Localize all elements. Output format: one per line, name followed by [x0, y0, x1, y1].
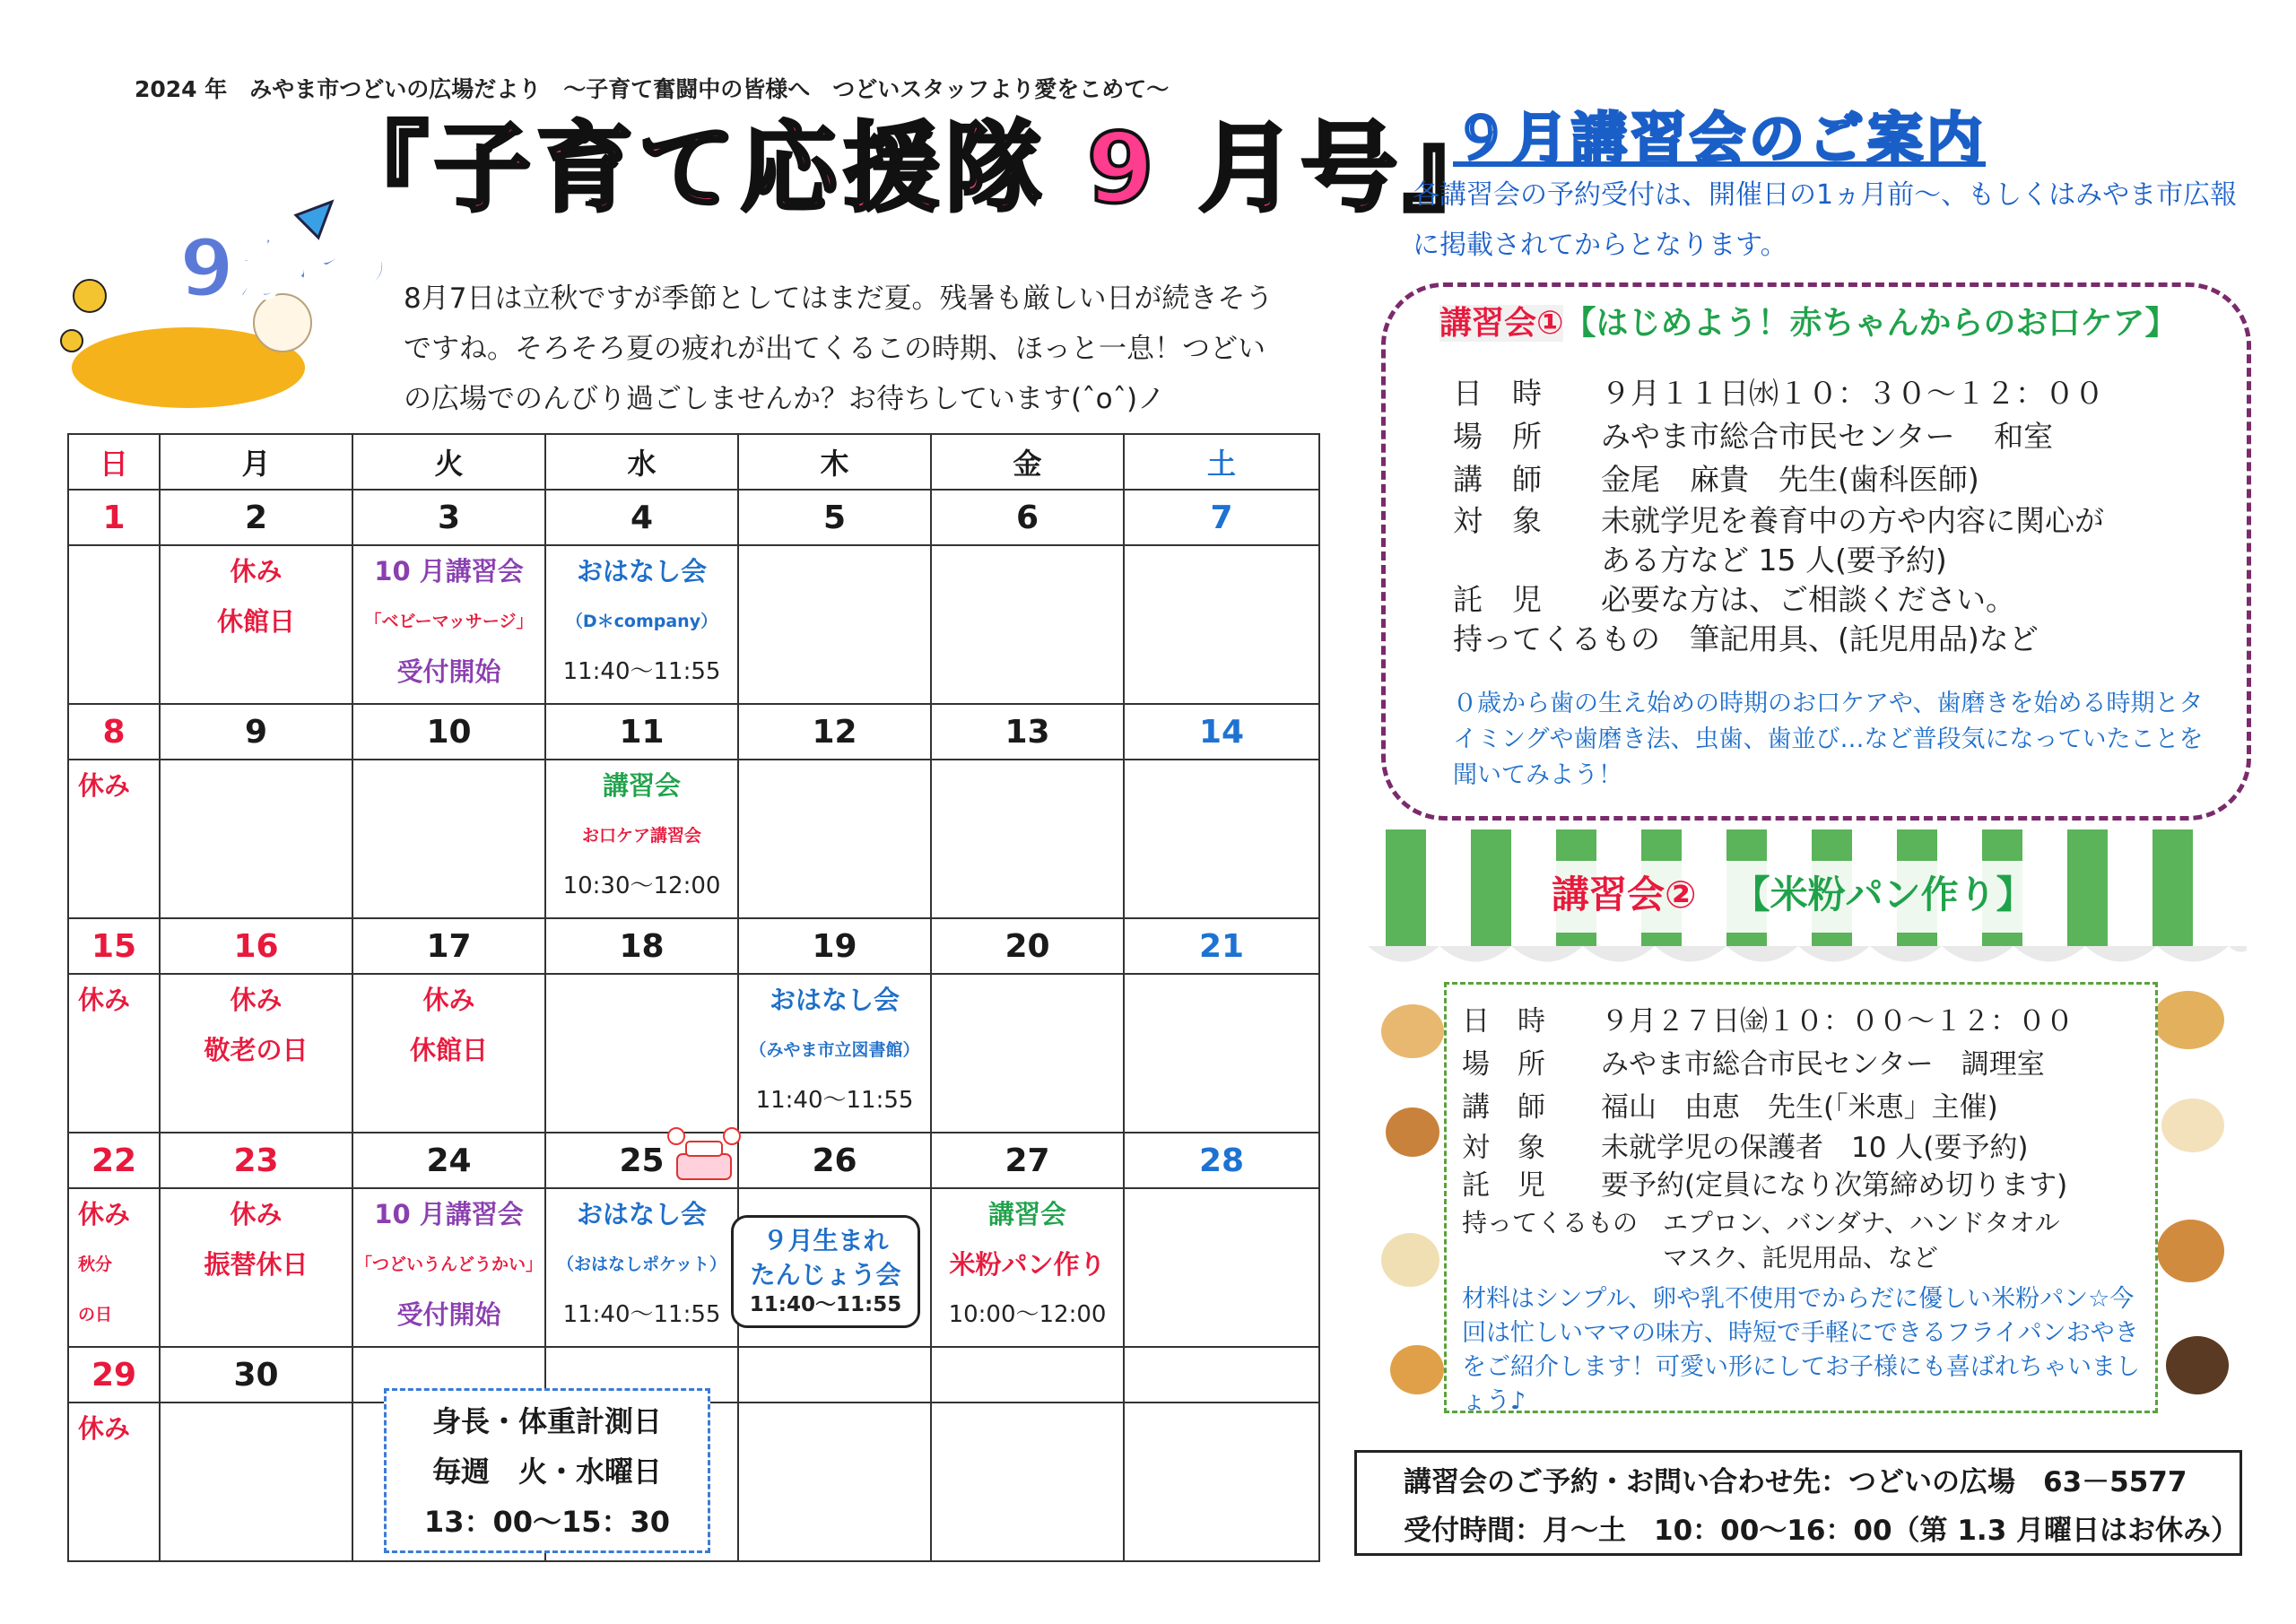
calendar-event: 休み [422, 985, 475, 1015]
lecture2-row: 託 児 要予約(定員になり次第締め切ります) [1462, 1169, 2068, 1202]
calendar-event: 休み [230, 556, 283, 586]
calendar-event: 「つどいうんどうかい」 [354, 1255, 543, 1274]
calendar-event: 10 月講習会 [374, 1199, 524, 1229]
date-cell: 27 [931, 1133, 1124, 1188]
measurement-days: 毎週 火・水曜日 [431, 1455, 662, 1489]
event-cell [1124, 545, 1319, 704]
date-cell: 1 [68, 490, 160, 545]
calendar-event: おはなし会 [769, 985, 900, 1015]
event-cell [931, 1403, 1124, 1561]
lecture2-row: 日 時 ９月２７日㈮１０：００～１２：００ [1462, 1005, 2074, 1038]
birthday-title: ９月生まれ [762, 1226, 889, 1255]
event-cell [160, 974, 352, 1133]
lecture2-row: 講 師 福山 由恵 先生(「米恵」主催) [1462, 1091, 1998, 1124]
date-cell: 4 [545, 490, 738, 545]
date-cell: 29 [68, 1347, 160, 1403]
date-cell: 24 [352, 1133, 545, 1188]
september-logo-illustration [54, 197, 393, 413]
calendar-event: 振替休日 [204, 1249, 309, 1280]
event-cell [931, 1188, 1124, 1347]
lecture2-row: 対 象 未就学児の保護者 10 人(要予約) [1462, 1132, 2029, 1164]
calendar-event: 受付開始 [396, 656, 501, 687]
event-cell [1124, 760, 1319, 918]
date-cell: 30 [160, 1347, 352, 1403]
event-cell [160, 545, 352, 704]
bread-illustration [1386, 1107, 1439, 1157]
date-cell: 19 [738, 918, 931, 974]
bread-illustration [2157, 1220, 2224, 1282]
bread-illustration [2161, 1099, 2224, 1152]
contact-hours: 受付時間：月～土 10：00～16：00（第 1.3 月曜日はお休み） [1404, 1515, 2239, 1547]
event-cell [931, 974, 1124, 1133]
lecture1-row: 講 師 金尾 麻貴 先生(歯科医師) [1453, 462, 1979, 497]
date-cell: 5 [738, 490, 931, 545]
star-icon [61, 330, 83, 352]
bread-illustration [2152, 991, 2224, 1049]
event-cell [738, 545, 931, 704]
lecture2-name: 【米粉パン作り】 [1732, 873, 2034, 916]
lecture-section-intro: 各講習会の予約受付は、開催日の1ヵ月前～、もしくはみやま市広報に掲載されてからとなります。 [1413, 179, 2238, 261]
date-cell: 15 [68, 918, 160, 974]
calendar-event: 休み [230, 985, 283, 1015]
date-cell [931, 1347, 1124, 1403]
weekday-header: 水 [545, 434, 738, 490]
calendar-event: 休み [78, 770, 131, 801]
calendar-event: 休み [78, 1413, 131, 1444]
calendar-event: の日 [78, 1305, 113, 1324]
contact-box [1354, 1450, 2242, 1556]
date-cell: 28 [1124, 1133, 1319, 1188]
calendar-event: 11:40～11:55 [755, 1087, 914, 1114]
calendar-event: 11:40～11:55 [562, 658, 721, 685]
calendar-event: 米粉パン作り [949, 1249, 1106, 1280]
calendar-event: お口ケア講習会 [581, 826, 701, 846]
date-cell: 18 [545, 918, 738, 974]
date-cell: 23 [160, 1133, 352, 1188]
lecture1-row: 場 所 みやま市総合市民センター 和室 [1453, 419, 2054, 454]
event-cell [1124, 1403, 1319, 1561]
birthday-party-bubble [731, 1215, 920, 1328]
event-cell [160, 1403, 352, 1561]
lecture2-note: 材料はシンプル、卵や乳不使用でからだに優しい米粉パン☆今回は忙しいママの味方、時短で手軽にできるフライパンおやきをご紹介します！可愛い形にしてお子様にも喜ばれちゃいましょう♪ [1462, 1285, 2140, 1415]
lecture2-row: マスク、託児用品、など [1462, 1243, 1938, 1272]
lecture2-row: 持ってくるもの エプロン、バンダナ、ハンドタオル [1462, 1208, 2060, 1238]
lecture1-row: 持ってくるもの 筆記用具、(託児用品)など [1453, 621, 2039, 656]
date-cell: 22 [68, 1133, 160, 1188]
calendar-event: （D＊company） [565, 612, 718, 631]
date-cell: 8 [68, 704, 160, 760]
star-icon [74, 280, 106, 312]
event-cell [1124, 1188, 1319, 1347]
calendar-event: （おはなしポケット） [556, 1255, 727, 1274]
calendar-event: （みやま市立図書館） [749, 1040, 920, 1060]
lecture1-label: 講習会① [1439, 305, 1564, 342]
date-cell: 3 [352, 490, 545, 545]
calendar-event: 秋分 [78, 1255, 113, 1274]
calendar-event: 休館日 [216, 606, 295, 637]
lecture1-details [1453, 372, 2104, 659]
weekday-header: 土 [1124, 434, 1319, 490]
date-cell: 14 [1124, 704, 1319, 760]
calendar-event: 「ベビーマッサージ」 [364, 612, 534, 631]
calendar-event: 講習会 [987, 1199, 1066, 1229]
birthday-time: 11:40～11:55 [749, 1293, 902, 1316]
weekday-header: 木 [738, 434, 931, 490]
calendar-event: 10:00～12:00 [948, 1301, 1107, 1328]
event-cell [352, 545, 545, 704]
date-cell: 9 [160, 704, 352, 760]
bread-illustration [1381, 1004, 1444, 1058]
lecture1-note: ０歳から歯の生え始めの時期のお口ケアや、歯磨きを始める時期とタイミングや歯磨き法、虫歯、歯並び…など普段気になっていたことを聞いてみよう！ [1453, 690, 2204, 789]
measurement-time: 13：00～15：30 [423, 1505, 671, 1539]
page-title: 『子育て応援隊 9 月号』 [332, 113, 1506, 225]
measurement-title: 身長・体重計測日 [431, 1404, 662, 1438]
date-cell: 2 [160, 490, 352, 545]
event-cell [352, 1188, 545, 1347]
date-cell: 12 [738, 704, 931, 760]
calendar-event: 講習会 [602, 770, 681, 801]
calendar-event: 10 月講習会 [374, 556, 524, 586]
calendar-event: 休み [230, 1199, 283, 1229]
date-cell: 11 [545, 704, 738, 760]
event-cell [68, 760, 160, 918]
event-cell [738, 974, 931, 1133]
calendar-event: 休館日 [409, 1035, 488, 1065]
calendar-event: 11:40～11:55 [562, 1301, 721, 1328]
lecture1-row: 対 象 未就学児を養育中の方や内容に関心が [1453, 503, 2104, 538]
event-cell [68, 545, 160, 704]
date-cell: 26 [738, 1133, 931, 1188]
calendar-event: 休み [78, 985, 131, 1015]
event-cell [931, 545, 1124, 704]
event-cell [545, 974, 738, 1133]
weekday-header: 月 [160, 434, 352, 490]
date-cell: 16 [160, 918, 352, 974]
event-cell [352, 974, 545, 1133]
date-cell: 25 [545, 1133, 738, 1188]
birthday-subtitle: たんじょう会 [750, 1260, 901, 1290]
bread-illustration [1390, 1345, 1444, 1394]
event-cell [68, 974, 160, 1133]
bread-illustration [1381, 1233, 1439, 1287]
event-cell [738, 760, 931, 918]
event-cell [68, 1403, 160, 1561]
contact-phone: 講習会のご予約・お問い合わせ先：つどいの広場 63－5577 [1404, 1466, 2187, 1498]
intro-paragraph: 8月7日は立秋ですが季節としてはまだ夏。残暑も厳しい日が続きそうですね。そろそろ夏の疲れが出てくるこの時期、ほっと一息！つどいの広場でのんびり過ごしませんか？お待ちしています(ˆoˆ)ノ [404, 282, 1274, 415]
lecture2-details [1462, 1000, 2074, 1274]
date-cell: 7 [1124, 490, 1319, 545]
event-cell [931, 760, 1124, 918]
event-cell [352, 760, 545, 918]
lecture1-title [1439, 298, 2178, 343]
date-cell: 10 [352, 704, 545, 760]
lecture2-title [1552, 865, 2034, 919]
lecture1-row: ある方など 15 人(要予約) [1453, 543, 1947, 578]
calendar-event: 受付開始 [396, 1299, 501, 1330]
event-cell [738, 1403, 931, 1561]
date-cell [1124, 1347, 1319, 1403]
lecture1-name: 【はじめよう！赤ちゃんからのお口ケア】 [1563, 305, 2178, 342]
weekday-header: 日 [68, 434, 160, 490]
weekday-header: 金 [931, 434, 1124, 490]
event-cell [1124, 974, 1319, 1133]
date-cell: 20 [931, 918, 1124, 974]
event-cell [160, 760, 352, 918]
lecture2-label: 講習会② [1552, 873, 1697, 916]
calendar-event: 休み [78, 1199, 131, 1229]
logo-nine: 9がつ [179, 222, 393, 315]
date-cell: 17 [352, 918, 545, 974]
event-cell [545, 1188, 738, 1347]
event-cell [160, 1188, 352, 1347]
weekday-header: 火 [352, 434, 545, 490]
date-cell: 21 [1124, 918, 1319, 974]
event-cell [545, 760, 738, 918]
lecture1-row: 日 時 ９月１１日㈬１０：３０～１２：００ [1453, 376, 2104, 411]
date-cell [738, 1347, 931, 1403]
event-cell [545, 545, 738, 704]
measurement-day-box [384, 1388, 710, 1553]
birthday-cake-icon [664, 1125, 744, 1188]
lecture-section-title: ９月講習会のご案内 [1453, 106, 1987, 171]
calendar-event: 10:30～12:00 [562, 873, 721, 899]
event-cell [68, 1188, 160, 1347]
lecture2-row: 場 所 みやま市総合市民センター 調理室 [1462, 1048, 2045, 1081]
date-cell: 13 [931, 704, 1124, 760]
calendar-event: おはなし会 [576, 556, 707, 586]
date-cell: 6 [931, 490, 1124, 545]
calendar-event: おはなし会 [576, 1199, 707, 1229]
calendar-event: 敬老の日 [204, 1035, 309, 1065]
lecture1-row: 託 児 必要な方は、ご相談ください。 [1453, 582, 2015, 617]
newsletter-header: 2024 年 みやま市つどいの広場だより ～子育て奮闘中の皆様へ つどいスタッフより愛をこめて～ [135, 76, 1170, 102]
coffee-cup-illustration [2166, 1336, 2229, 1394]
